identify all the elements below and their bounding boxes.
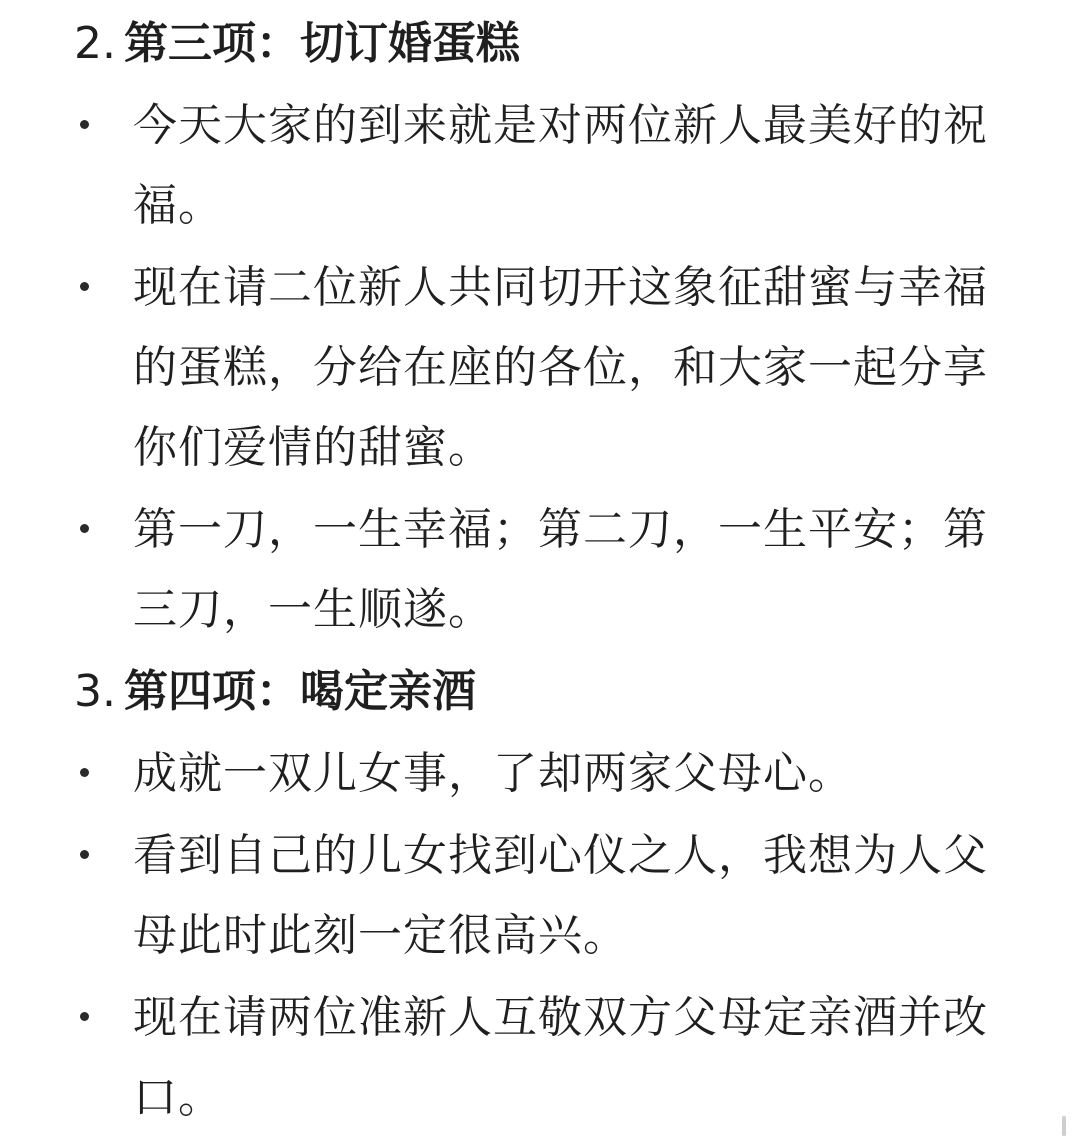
section-title: 第四项：喝定亲酒 [123, 666, 476, 717]
bullet-icon [80, 850, 89, 859]
list-item-text: 现在请二位新人共同切开这象征甜蜜与幸福的蛋糕，分给在座的各位，和大家一起分享你们爱情的甜蜜。 [133, 262, 988, 473]
bullet-icon [80, 1012, 89, 1021]
list-item-text: 现在请两位准新人互敬双方父母定亲酒并改口。 [133, 992, 988, 1123]
section-wine [0, 650, 1080, 1140]
list-item [0, 86, 1080, 246]
bullet-icon [80, 768, 89, 777]
list-item [0, 248, 1080, 488]
list-item [0, 978, 1080, 1138]
list-item-text: 第一刀，一生幸福；第二刀，一生平安；第三刀，一生顺遂。 [133, 504, 988, 635]
section-heading [0, 2, 1080, 86]
section-cake [0, 2, 1080, 652]
list-item [0, 734, 1080, 814]
list-item [0, 816, 1080, 976]
list-item-text: 成就一双儿女事，了却两家父母心。 [133, 748, 853, 799]
bullet-icon [80, 524, 89, 533]
section-title: 第三项：切订婚蛋糕 [123, 18, 520, 69]
section-heading [0, 650, 1080, 734]
list-item-text: 看到自己的儿女找到心仪之人，我想为人父母此时此刻一定很高兴。 [133, 830, 988, 961]
scrollbar[interactable] [1062, 1116, 1066, 1136]
section-number: 2. [74, 18, 116, 69]
bullet-icon [80, 120, 89, 129]
bullet-icon [80, 282, 89, 291]
section-number: 3. [74, 666, 116, 717]
list-item [0, 490, 1080, 650]
list-item-text: 今天大家的到来就是对两位新人最美好的祝福。 [133, 100, 988, 231]
